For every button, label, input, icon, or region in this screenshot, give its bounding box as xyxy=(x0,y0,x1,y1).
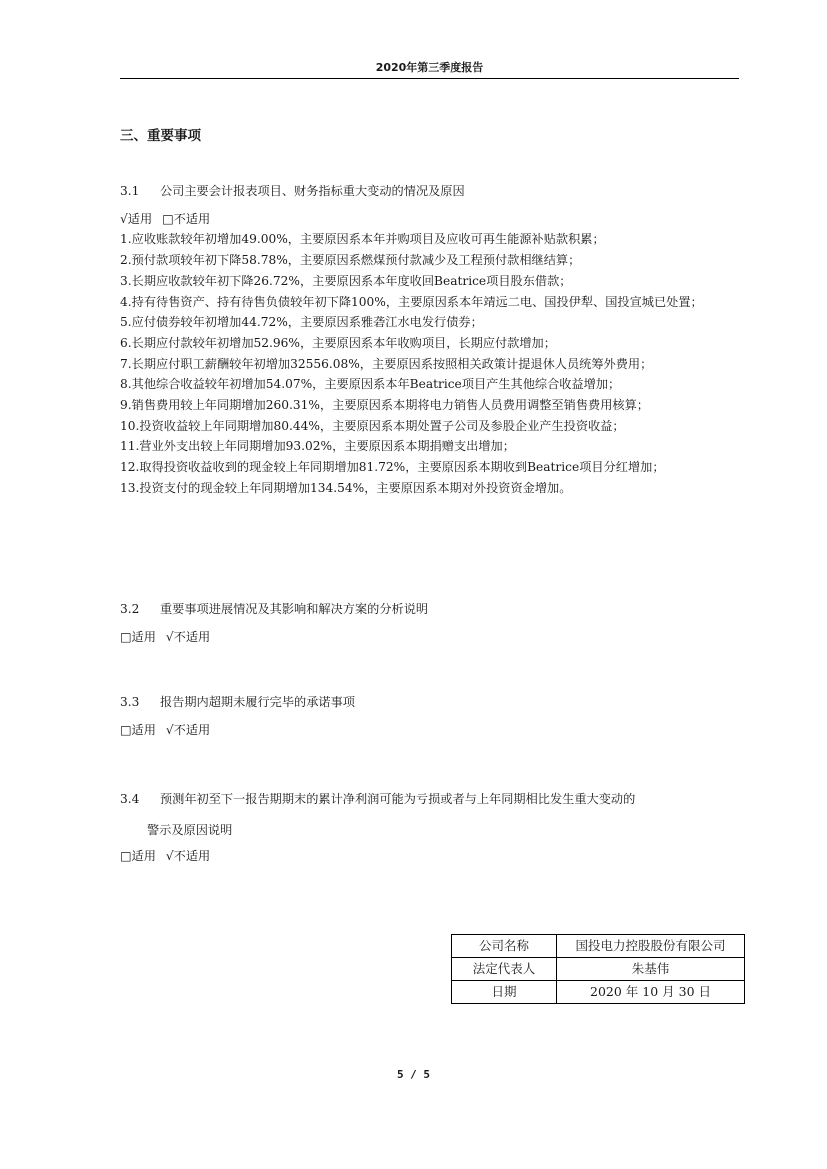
section-3-2-title: 重要事项进展情况及其影响和解决方案的分析说明 xyxy=(160,602,429,616)
list-item: 3.长期应收款较年初下降26.72%，主要原因系本年度收回Beatrice项目股东借款； xyxy=(120,273,572,288)
applicable-option: □适用 xyxy=(120,629,156,644)
section-3-4-heading xyxy=(120,789,745,810)
not-applicable-option: √不适用 xyxy=(165,722,211,737)
legal-rep-value: 朱基伟 xyxy=(557,958,745,981)
company-name-label: 公司名称 xyxy=(452,935,557,958)
section-3-3-number: 3.3 xyxy=(120,695,140,709)
section-3-1-title: 公司主要会计报表项目、财务指标重大变动的情况及原因 xyxy=(160,184,465,198)
section-3-1-number: 3.1 xyxy=(120,184,140,198)
report-title: 2020年第三季度报告 xyxy=(375,61,484,74)
section-3-4 xyxy=(120,789,745,867)
section-3-3-checkboxes xyxy=(120,720,745,741)
company-info-table xyxy=(451,934,745,1004)
list-item: 6.长期应付款较年初增加52.96%，主要原因系本年收购项目，长期应付款增加； xyxy=(120,335,556,350)
applicable-option: √适用 xyxy=(120,211,153,226)
section-3-4-title-line1: 预测年初至下一报告期期末的累计净利润可能为亏损或者与上年同期相比发生重大变动的 xyxy=(160,792,636,806)
section-3-4-number: 3.4 xyxy=(120,792,140,806)
page-header xyxy=(120,58,739,79)
section-3-4-title-line2: 警示及原因说明 xyxy=(147,822,233,837)
list-item: 13.投资支付的现金较上年同期增加134.54%，主要原因系本期对外投资资金增加。 xyxy=(120,480,572,495)
table-row xyxy=(452,935,745,958)
list-item: 8.其他综合收益较年初增加54.07%，主要原因系本年Beatrice项目产生其他综合收益增加； xyxy=(120,377,621,392)
date-value: 2020 年 10 月 30 日 xyxy=(557,981,745,1004)
section-3-2-heading xyxy=(120,599,745,620)
list-item: 2.预付款项较年初下降58.78%，主要原因系燃煤预付款减少及工程预付款相继结算； xyxy=(120,253,581,268)
section-3-3-heading xyxy=(120,692,745,713)
section-title: 三、重要事项 xyxy=(120,128,201,144)
list-item: 4.持有待售资产、持有待售负债较年初下降100%，主要原因系本年靖远二电、国投伊犁、国投宣城已处置； xyxy=(120,294,703,309)
section-3-2 xyxy=(120,599,745,647)
section-3-2-number: 3.2 xyxy=(120,602,140,616)
list-item: 11.营业外支出较上年同期增加93.02%，主要原因系本期捐赠支出增加； xyxy=(120,439,515,454)
list-item: 7.长期应付职工薪酬较年初增加32556.08%，主要原因系按照相关政策计提退休人员统筹外费用； xyxy=(120,356,653,371)
list-item: 10.投资收益较上年同期增加80.44%，主要原因系本期处置子公司及参股企业产生投资收益； xyxy=(120,418,625,433)
section-3-2-checkboxes xyxy=(120,627,745,648)
company-name-value: 国投电力控股股份有限公司 xyxy=(557,935,745,958)
section-3-3 xyxy=(120,692,745,740)
table-row xyxy=(452,958,745,981)
table-row xyxy=(452,981,745,1004)
page-number: 5 / 5 xyxy=(396,1068,431,1081)
section-3-1-heading xyxy=(120,181,745,202)
applicable-option: □适用 xyxy=(120,722,156,737)
section-3-1-checkboxes xyxy=(120,209,745,230)
applicable-option: □适用 xyxy=(120,849,156,864)
list-item: 5.应付债券较年初增加44.72%，主要原因系雅砻江水电发行债券； xyxy=(120,315,483,330)
list-item: 12.取得投资收益收到的现金较上年同期增加81.72%，主要原因系本期收到Beatrice项目分红增加； xyxy=(120,460,665,475)
date-label: 日期 xyxy=(452,981,557,1004)
section-3-3-title: 报告期内超期未履行完毕的承诺事项 xyxy=(160,695,355,709)
list-item: 9.销售费用较上年同期增加260.31%，主要原因系本期将电力销售人员费用调整至销售费用核算； xyxy=(120,398,649,413)
not-applicable-option: □不适用 xyxy=(162,211,211,226)
section-3-4-checkboxes xyxy=(120,846,745,867)
legal-rep-label: 法定代表人 xyxy=(452,958,557,981)
section-3-1 xyxy=(120,181,745,499)
list-item: 1.应收账款较年初增加49.00%，主要原因系本年并购项目及应收可再生能源补贴款积累； xyxy=(120,232,605,247)
not-applicable-option: √不适用 xyxy=(165,629,211,644)
not-applicable-option: √不适用 xyxy=(165,849,211,864)
